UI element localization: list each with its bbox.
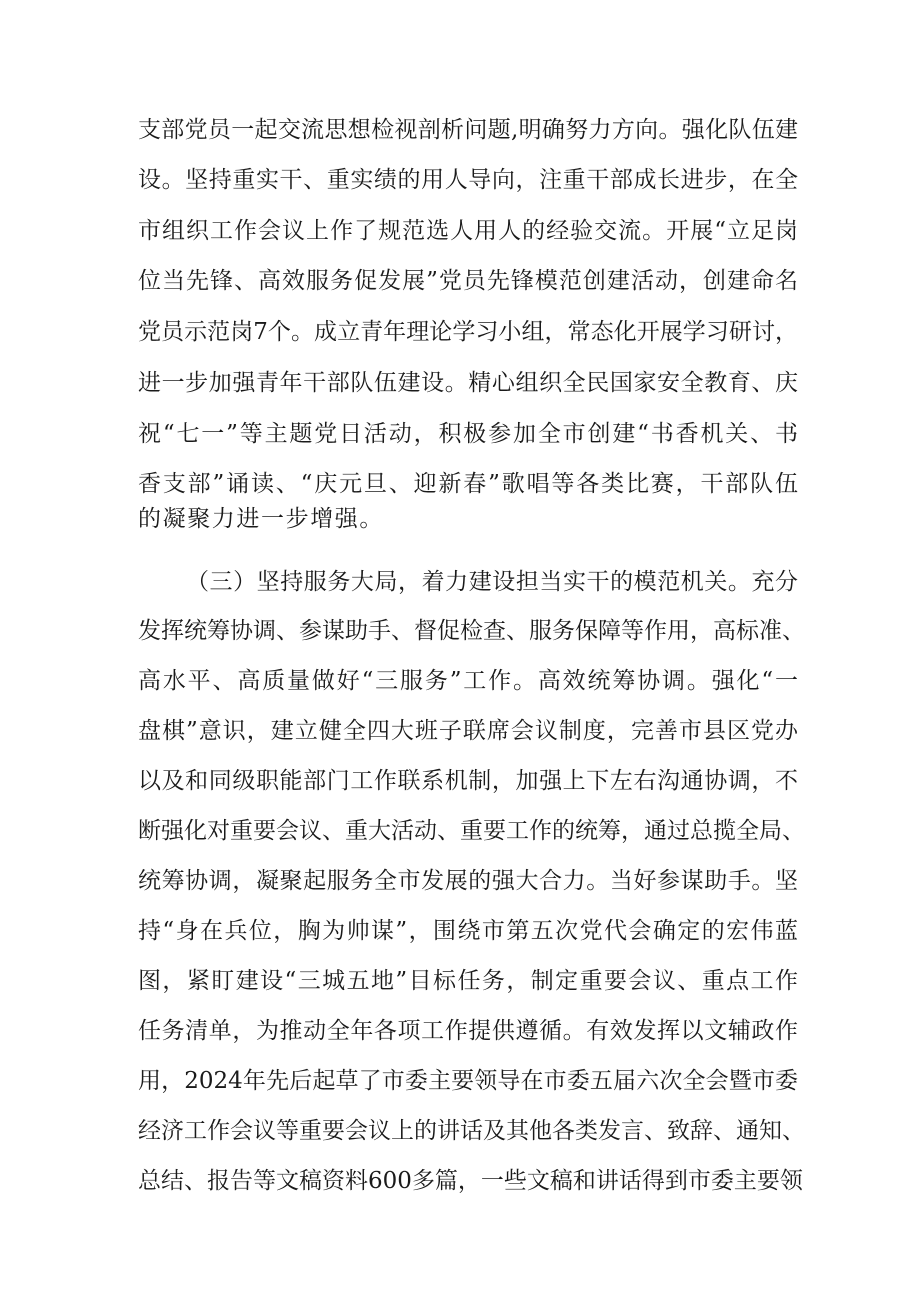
text-line: 的凝聚力进一步增强。: [138, 506, 384, 532]
text-line: 发挥统筹协调、参谋助手、督促检查、服务保障等作用，高标准、: [138, 618, 805, 644]
text-line: 设。坚持重实干、重实绩的用人导向，注重干部成长进步，在全: [138, 167, 798, 193]
section-heading-line: （三）坚持服务大局，着力建设担当实干的模范机关。充分: [186, 569, 798, 595]
text-line: 图，紧盯建设“三城五地”目标任务，制定重要会议、重点工作: [138, 968, 798, 994]
text-line: 香支部”诵读、“庆元旦、迎新春”歌唱等各类比赛，干部队伍: [138, 471, 798, 497]
text-line: 位当先锋、高效服务促发展”党员先锋模范创建活动，创建命名: [138, 268, 798, 294]
text-line: 总结、报告等文稿资料600多篇，一些文稿和讲话得到市委主要领: [138, 1168, 803, 1194]
text-line: 高水平、高质量做好“三服务”工作。高效统筹协调。强化“一: [138, 668, 798, 694]
text-line: 市组织工作会议上作了规范选人用人的经验交流。开展“立足岗: [138, 218, 798, 244]
text-line: 党员示范岗7个。成立青年理论学习小组，常态化开展学习研讨，: [138, 319, 798, 345]
text-line: 支部党员一起交流思想检视剖析问题,明确努力方向。强化队伍建: [138, 117, 798, 143]
text-line: 经济工作会议等重要会议上的讲话及其他各类发言、致辞、通知、: [138, 1118, 805, 1144]
text-line: 持“身在兵位，胸为帅谋”，围绕市第五次党代会确定的宏伟蓝: [138, 918, 798, 944]
text-line: 盘棋”意识，建立健全四大班子联席会议制度，完善市县区党办: [138, 718, 798, 744]
text-line: 任务清单，为推动全年各项工作提供遵循。有效发挥以文辅政作: [138, 1018, 798, 1044]
text-line: 断强化对重要会议、重大活动、重要工作的统筹，通过总揽全局、: [138, 818, 805, 844]
text-line: 以及和同级职能部门工作联系机制，加强上下左右沟通协调，不: [138, 768, 798, 794]
text-line: 进一步加强青年干部队伍建设。精心组织全民国家安全教育、庆: [138, 370, 798, 396]
text-line: 统筹协调，凝聚起服务全市发展的强大合力。当好参谋助手。坚: [138, 868, 798, 894]
text-line: 用，2024年先后起草了市委主要领导在市委五届六次全会暨市委: [138, 1068, 798, 1094]
text-line: 祝“七一”等主题党日活动，积极参加全市创建“书香机关、书: [138, 421, 798, 447]
